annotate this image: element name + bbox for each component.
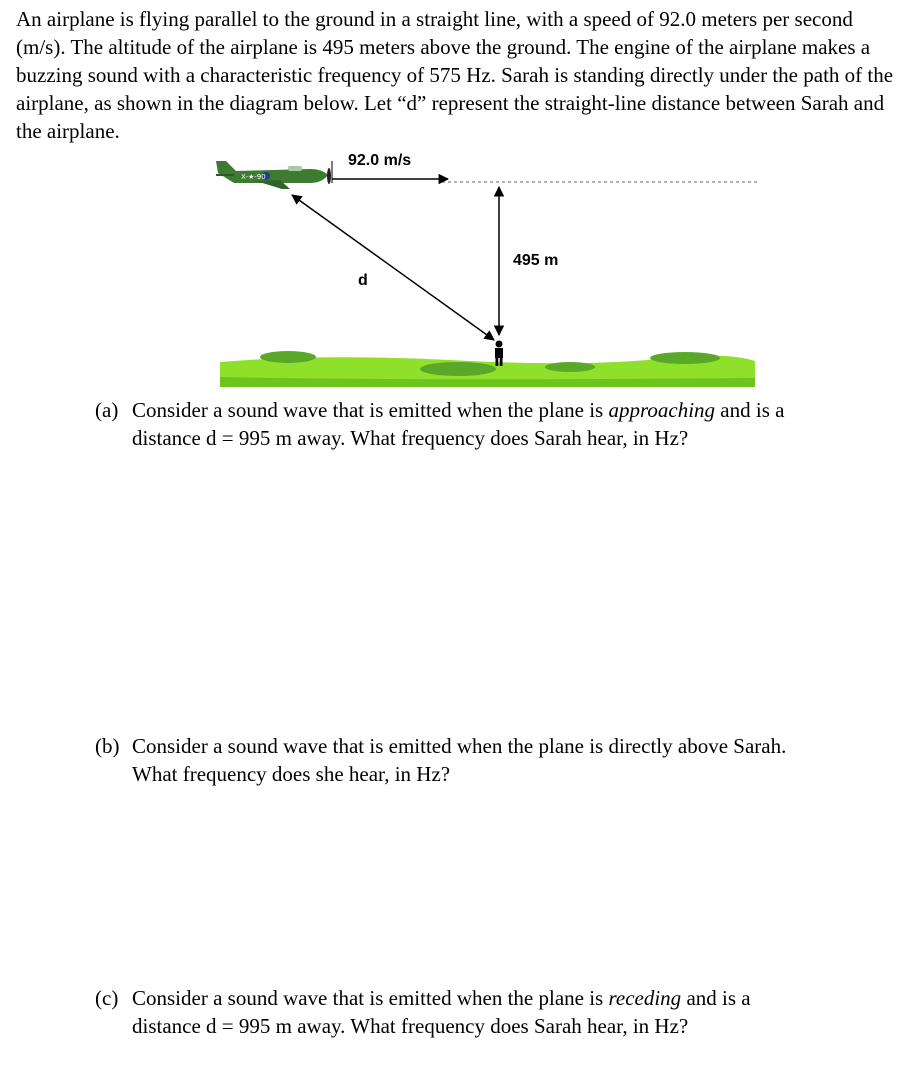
- question-a-emphasis: approaching: [608, 398, 716, 422]
- question-a-text: Consider a sound wave that is emitted when the plane is: [132, 398, 609, 422]
- question-b-line2: What frequency does she hear, in Hz?: [132, 762, 451, 786]
- intro-text-before: An airplane is flying parallel to the ground in a straight line, with a speed of 92.0 meters per second (m/s). The altitude of the airplane is 495 meters above the ground. The engine of the airplane makes a buzzing sound with a characteristic frequency of 575 Hz. Sarah is standing directly under the path of the airplane, as shown in the diagram below. Let: [16, 7, 894, 115]
- intro-d-quote: “d”: [397, 91, 427, 115]
- plane-marking: X-★-90: [241, 173, 266, 181]
- question-c-text: Consider a sound wave that is emitted when the plane is: [132, 986, 609, 1010]
- ground: [220, 351, 755, 387]
- question-b-text: Consider a sound wave that is emitted when the plane is directly above Sarah.: [132, 734, 787, 758]
- question-a-text-tail: and is a: [715, 398, 785, 422]
- person-icon: [495, 341, 503, 367]
- question-a-letter: (a): [95, 398, 119, 422]
- question-c-text-tail: and is a: [681, 986, 751, 1010]
- bush: [420, 362, 496, 376]
- question-b: [95, 732, 895, 788]
- distance-label: d: [358, 272, 368, 289]
- airplane-diagram: [210, 145, 770, 390]
- problem-intro: [16, 5, 896, 145]
- question-c-line2: distance d = 995 m away. What frequency does Sarah hear, in Hz?: [132, 1014, 689, 1038]
- bush: [260, 351, 316, 363]
- intro-text-after: represent the straight-line distance between Sarah and the airplane.: [16, 91, 885, 143]
- airplane-icon: [216, 161, 331, 189]
- bush: [650, 352, 720, 364]
- bush: [545, 362, 595, 372]
- question-a: [95, 396, 895, 452]
- question-a-line2: distance d = 995 m away. What frequency does Sarah hear, in Hz?: [132, 426, 689, 450]
- question-c-emphasis: receding: [608, 986, 682, 1010]
- question-c: [95, 984, 895, 1040]
- distance-arrow: [292, 195, 494, 340]
- question-c-letter: (c): [95, 986, 119, 1010]
- altitude-label: 495 m: [513, 252, 559, 269]
- speed-label: 92.0 m/s: [348, 152, 412, 169]
- question-b-letter: (b): [95, 734, 120, 758]
